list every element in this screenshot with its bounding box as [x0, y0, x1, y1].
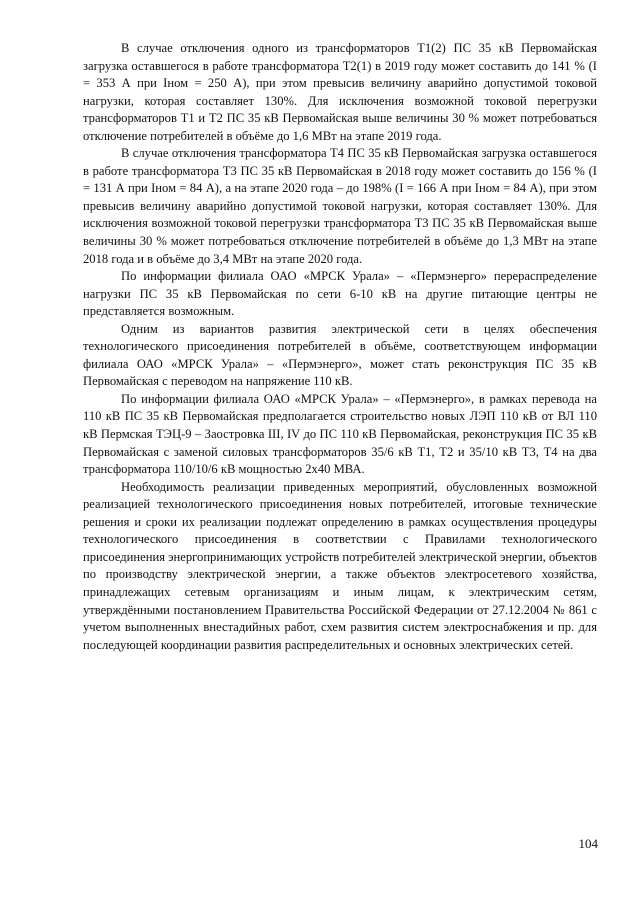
paragraph-transformer-t1-t2: В случае отключения одного из трансформаторов Т1(2) ПС 35 кВ Первомайская загрузка оставшегося в работе трансформатора Т2(1) в 2019 году может составить до 141 % (I = 353 А при Iном = 250 А), при этом превысив величину аварийно допустимой токовой нагрузки, которая составляет 130%. Для исключения возможной токовой перегрузки трансформаторов Т1 и Т2 ПС 35 кВ Первомайская выше величины 30 % может потребоваться отключение потребителей в объёме до 1,6 МВт на этапе 2019 года.: [83, 41, 597, 143]
paragraph-necessity: Необходимость реализации приведенных мероприятий, обусловленных возможной реализацией технологического присоединения новых потребителей, итоговые технические решения и сроки их реализации подлежат определению в рамках осуществления процедуры технологического присоединения в соответствии с Правилами технологического присоединения энергопринимающих устройств потребителей электрической энергии, объектов по производству электрической энергии, а также объектов электросетевого хозяйства, принадлежащих сетевым организациям и иным лицам, к электрическим сетям, утверждёнными постановлением Правительства Российской Федерации от 27.12.2004 № 861 с учетом выполненных внестадийных работ, схем развития систем электроснабжения и пр. для последующей координации развития распределительных и основных электрических сетей.: [83, 479, 598, 652]
paragraph-110kv-conversion: По информации филиала ОАО «МРСК Урала» – «Пермэнерго», в рамках перевода на 110 кВ ПС 35 кВ Первомайская предполагается строительство новых ЛЭП 110 кВ от ВЛ 110 кВ Пермская ТЭЦ-9 – Заостровка III, IV до ПС 110 кВ Первомайская, реконструкция ПС 35 кВ Первомайская с заменой силовых трансформаторов 35/6 кВ Т1, Т2 и 35/10 кВ Т3, Т4 на два трансформатора 110/10/6 кВ мощностью 2х40 МВА.: [83, 391, 597, 477]
paragraph-load-redistribution: По информации филиала ОАО «МРСК Урала» – «Пермэнерго» перераспределение нагрузки ПС 35 кВ Первомайская по сети 6-10 кВ на другие питающие центры не представляется возможным.: [83, 269, 597, 319]
document-body: [83, 40, 597, 654]
paragraph-development-option: Одним из вариантов развития электрической сети в целях обеспечения технологического присоединения потребителей в объёме, соответствующем информации филиала ОАО «МРСК Урала» – «Пермэнерго», может стать реконструкция ПС 35 кВ Первомайская с переводом на напряжение 110 кВ.: [83, 321, 597, 389]
page-number: 104: [578, 836, 598, 851]
paragraph-transformer-t3-t4: В случае отключения трансформатора Т4 ПС 35 кВ Первомайская загрузка оставшегося в работе трансформатора Т3 ПС 35 кВ Первомайская в 2018 году может составить до 156 % (I = 131 А при Iном = 84 А), а на этапе 2020 года – до 198% (I = 166 А при Iном = 84 А), при этом превысив величину аварийно допустимой токовой нагрузки, которая составляет 130%. Для исключения возможной токовой перегрузки трансформатора Т3 ПС 35 кВ Первомайская выше величины 30 % может потребоваться отключение потребителей в объёме до 1,3 МВт на этапе 2018 года и в объёме до 3,4 МВт на этапе 2020 года.: [83, 146, 597, 266]
